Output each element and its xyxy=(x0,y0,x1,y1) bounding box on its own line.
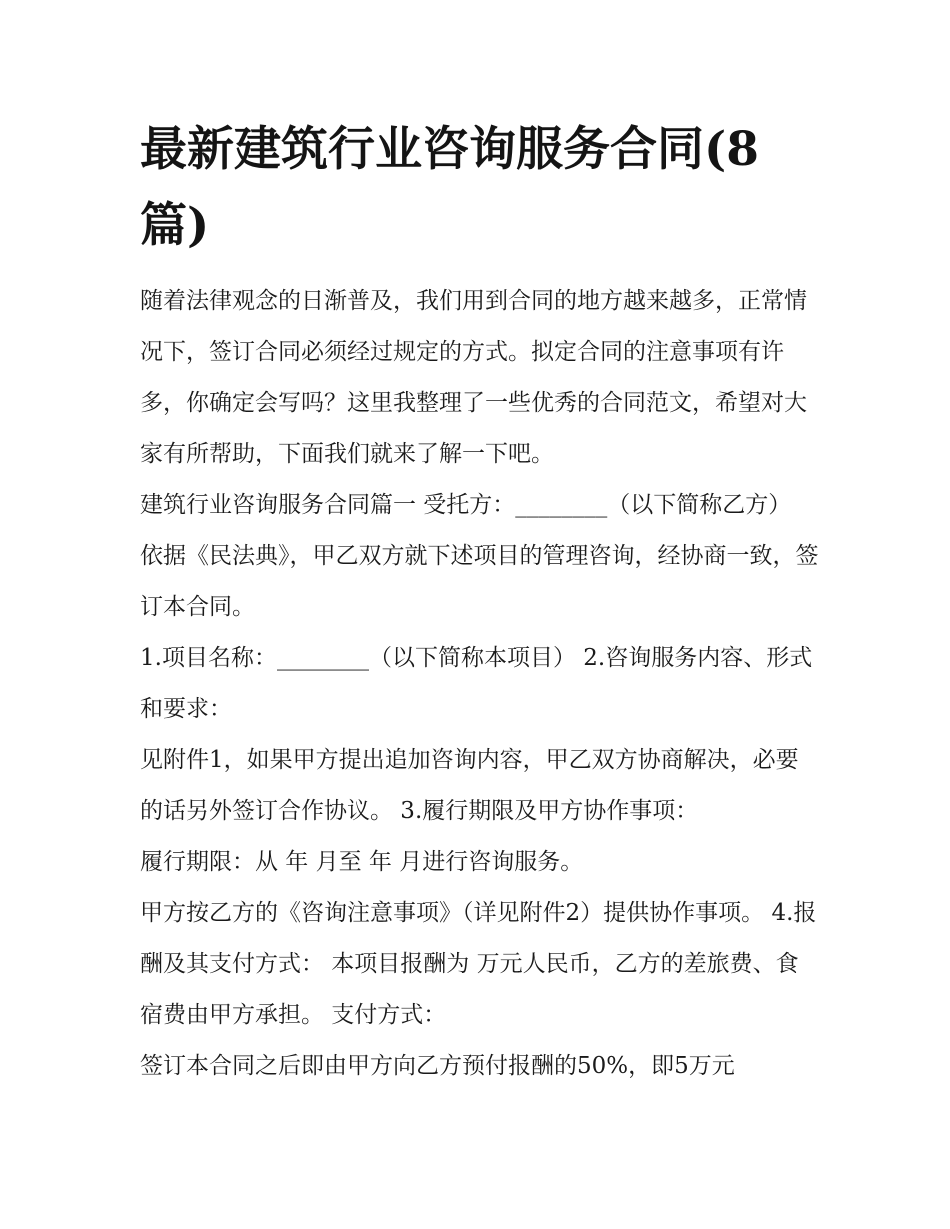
project-name-paragraph: 1.项目名称：________（以下简称本项目） 2.咨询服务内容、形式和要求： xyxy=(140,645,813,722)
document-title: 最新建筑行业咨询服务合同(8篇) xyxy=(140,122,759,253)
term-paragraph: 履行期限：从 年 月至 年 月进行咨询服务。 xyxy=(140,849,584,875)
prepayment-paragraph: 签订本合同之后即由甲方向乙方预付报酬的50%，即5万元 xyxy=(140,1053,735,1079)
attachment-paragraph: 见附件1，如果甲方提出追加咨询内容，甲乙双方协商解决，必要的话另外签订合作协议。 3.履行期限及甲方协作事项： xyxy=(140,747,799,824)
contract-heading-paragraph: 建筑行业咨询服务合同篇一 受托方：________（以下简称乙方） 依据《民法典》，甲乙双方就下述项目的管理咨询，经协商一致，签订本合同。 xyxy=(140,492,819,620)
document-body xyxy=(140,276,820,1092)
cooperation-payment-paragraph: 甲方按乙方的《咨询注意事项》（详见附件2）提供协作事项。 4.报酬及其支付方式： 本项目报酬为 万元人民币，乙方的差旅费、食宿费由甲方承担。 支付方式： xyxy=(140,900,817,1028)
intro-paragraph: 随着法律观念的日渐普及，我们用到合同的地方越来越多，正常情况下，签订合同必须经过规定的方式。拟定合同的注意事项有许多，你确定会写吗？这里我整理了一些优秀的合同范文，希望对大家有所帮助，下面我们就来了解一下吧。 xyxy=(140,288,807,467)
